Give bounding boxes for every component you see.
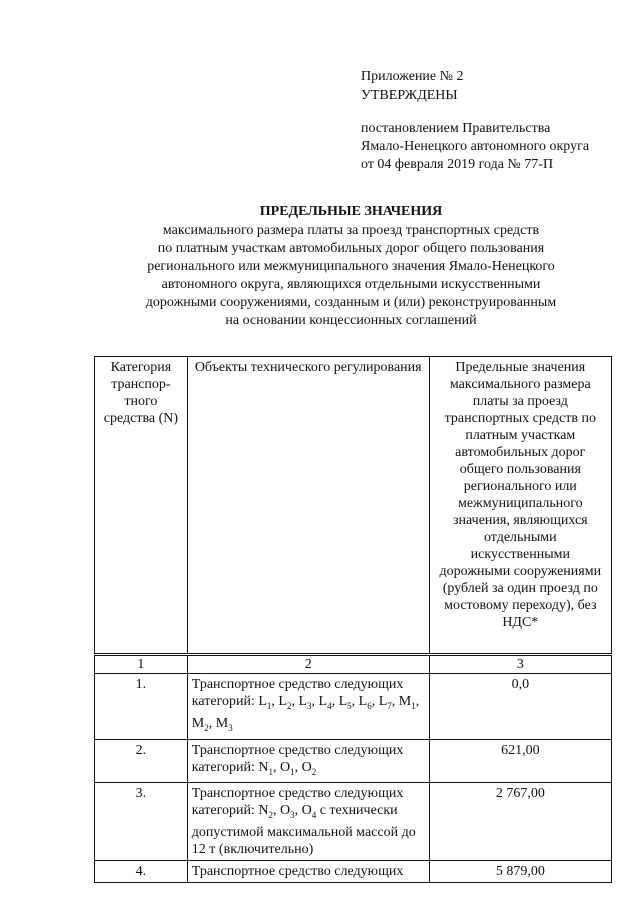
vehicle-categories: Транспортное средство следующих категорий: $N_2$, $O_3$, $O_4$ с технически допустимой максимальной массой до 12 т (включительно) (187, 783, 429, 861)
column-number: 2 (187, 655, 429, 674)
appendix-block (361, 67, 464, 105)
approval-status: УТВЕРЖДЕНЫ (361, 88, 458, 103)
row-number: 4. (95, 861, 188, 883)
fee-value: 0,0 (429, 674, 611, 740)
row-number: 1. (95, 674, 188, 740)
document-title: ПРЕДЕЛЬНЫЕ ЗНАЧЕНИЯ (259, 204, 443, 219)
header-category: Категория транспор-тного средства (N) (95, 357, 188, 655)
approval-line-1: постановлением Правительства (361, 121, 551, 136)
subtitle-line: дорожными сооружениями, созданным и (или) реконструированным (145, 295, 557, 310)
row-number: 2. (95, 739, 188, 783)
approval-line-3: от 04 февраля 2019 года № 77-П (361, 157, 554, 172)
subtitle-line: автономного округа, являющихся отдельными искусственными (161, 277, 541, 292)
subtitle-line: по платным участкам автомобильных дорог общего пользования (157, 241, 545, 256)
fee-value: 5 879,00 (429, 861, 611, 883)
limits-table (94, 356, 612, 883)
fee-value: 621,00 (429, 739, 611, 783)
subtitle-line: на основании концессионных соглашений (225, 313, 477, 328)
column-number-row (95, 655, 612, 674)
vehicle-categories: Транспортное средство следующих категорий: $L_1$, $L_2$, $L_3$, $L_4$, $L_5$, $L_6$, $L_7$, $M_1$, $M_2$, $M_3$ (187, 674, 429, 740)
table-row (95, 861, 612, 883)
fee-value: 2 767,00 (429, 783, 611, 861)
subtitle-line: регионального или межмуниципального значения Ямало-Ненецкого (147, 259, 555, 274)
vehicle-categories: Транспортное средство следующих категорий: $N_1$, $O_1$, $O_2$ (187, 739, 429, 783)
subtitle-line: максимального размера платы за проезд транспортных средств (162, 223, 540, 238)
row-number: 3. (95, 783, 188, 861)
table-row (95, 783, 612, 861)
appendix-number: Приложение № 2 (361, 69, 464, 84)
column-number: 3 (429, 655, 611, 674)
approval-line-2: Ямало-Ненецкого автономного округа (361, 139, 590, 154)
document-subtitle (60, 222, 640, 330)
table-row (95, 739, 612, 783)
header-limit-value: Предельные значения максимального размера платы за проезд транспортных средств по платным участкам автомобильных дорог общего пользования регионального или межмуниципального значения, являющихся отдельными искусственными дорожными сооружениями (рублей за один проезд по мостовому переходу), без НДС* (429, 357, 611, 655)
header-objects: Объекты технического регулирования (187, 357, 429, 655)
vehicle-categories: Транспортное средство следующих (187, 861, 429, 883)
column-number: 1 (95, 655, 188, 674)
table-row (95, 674, 612, 740)
approval-reference (361, 120, 589, 174)
table-header-row (95, 357, 612, 655)
